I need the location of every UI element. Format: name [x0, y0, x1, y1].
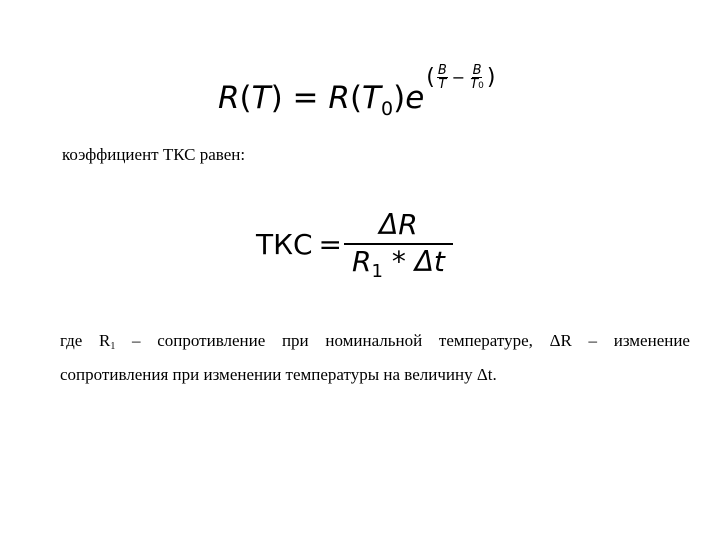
- exponent-fraction-b-over-t0: [469, 64, 485, 92]
- fraction-denominator: [348, 245, 449, 282]
- formula-fraction: [348, 208, 449, 282]
- formula-equals: =: [282, 80, 329, 116]
- formula-exponent: [426, 64, 495, 92]
- tcr-formula: [256, 204, 449, 284]
- formula-paren: (: [239, 80, 252, 116]
- fraction-denominator: T: [438, 77, 447, 93]
- resistance-temperature-formula: [218, 58, 495, 118]
- fraction-denominator: [469, 78, 485, 92]
- formula-symbol: R: [328, 80, 350, 116]
- fraction-numerator: B: [437, 62, 447, 78]
- formula-lhs: ТКС: [256, 227, 313, 261]
- fraction-symbol: T: [470, 77, 479, 93]
- exponent-paren: (: [426, 64, 435, 90]
- description-text: – сопротивление при номинальной температуре, ΔR – изменение сопротивления при изменении температуры на величину Δt.: [60, 331, 690, 384]
- formula-paren: (: [349, 80, 363, 116]
- denominator-subscript: 1: [371, 261, 383, 282]
- formula-subscript: 0: [380, 98, 394, 120]
- formula-paren: ): [270, 80, 283, 116]
- description-text: где R: [60, 331, 111, 350]
- exponent-fraction-b-over-t: [437, 64, 448, 92]
- fraction-numerator: B: [472, 62, 482, 78]
- formula-equals: =: [318, 227, 343, 261]
- formula-symbol: R: [218, 80, 240, 116]
- exponent-minus: −: [451, 67, 466, 87]
- denominator-symbol: R: [352, 245, 372, 278]
- denominator-rest: * Δt: [382, 245, 445, 278]
- fraction-subscript: 0: [478, 81, 484, 92]
- formula-symbol: T: [362, 80, 381, 116]
- formula-paren: ): [393, 80, 406, 116]
- formula-exponent-base: e: [405, 80, 425, 116]
- description-subscript: 1: [110, 341, 116, 352]
- fraction-numerator: ΔR: [344, 210, 453, 245]
- exponent-paren: ): [486, 64, 496, 90]
- description-paragraph: [60, 327, 690, 389]
- formula-symbol: T: [251, 80, 271, 116]
- intro-text: коэффициент ТКС равен:: [62, 145, 246, 164]
- formula-lhs: [218, 80, 425, 120]
